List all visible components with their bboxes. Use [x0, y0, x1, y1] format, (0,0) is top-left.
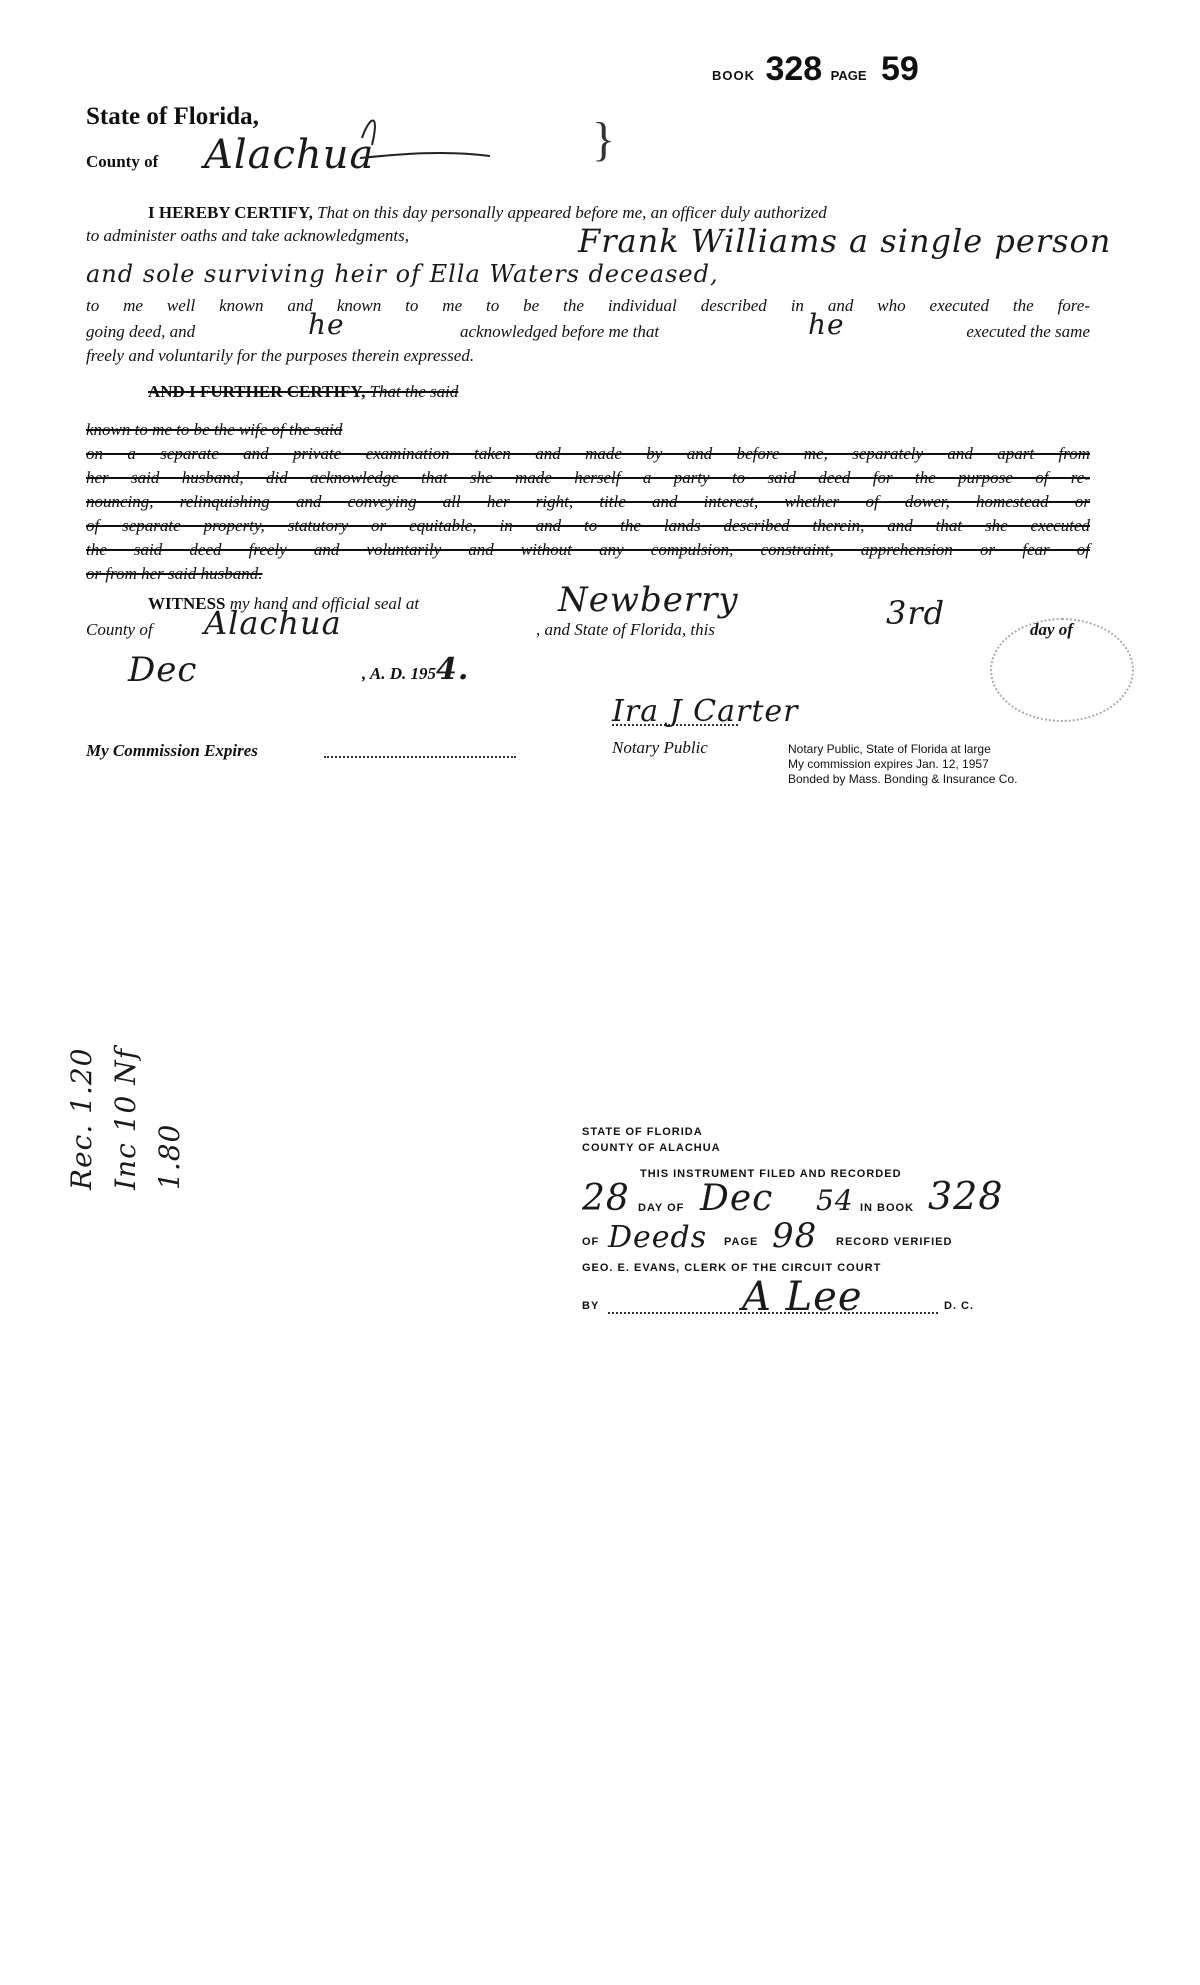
filing-year-hand: 54: [816, 1184, 854, 1217]
certify-text-4b: acknowledged before me that: [460, 322, 660, 341]
pronoun-hand-2: he: [808, 308, 845, 341]
margin-note-line-2: Inc 10 Nf: [109, 1047, 142, 1190]
witness-month-hand: Dec: [128, 650, 198, 690]
notary-signature: Ira J Carter: [612, 694, 799, 729]
book-page-stamp: [712, 50, 919, 89]
notary-public-label: Notary Public: [612, 738, 708, 757]
further-line-2: on a separate and private examination taken and made by and before me, separately and apart from: [86, 444, 1090, 463]
certify-text-4c: executed the same: [966, 322, 1090, 341]
further-line-4: nouncing, relinquishing and conveying all her right, title and interest, whether of dower, homestead or: [86, 492, 1090, 511]
certify-line-1: [148, 203, 827, 223]
notary-seal: [990, 618, 1134, 722]
further-lead-tail: That the said: [369, 382, 459, 401]
filing-clerk-line: GEO. E. EVANS, CLERK OF THE CIRCUIT COURT: [582, 1262, 882, 1274]
certify-text-1: That on this day personally appeared before me, an officer duly authorized: [317, 203, 827, 222]
certify-line-4: [86, 308, 1090, 342]
book-number: 328: [765, 50, 823, 88]
further-lead: AND I FURTHER CERTIFY,: [148, 382, 366, 401]
filing-deputy-hand: A Lee: [742, 1274, 863, 1320]
filing-day-hand: 28: [582, 1178, 630, 1219]
state-heading: State of Florida,: [86, 103, 259, 130]
further-line-1: known to me to be the wife of the said: [86, 420, 343, 439]
margin-note-line-3: 1.80: [153, 1123, 186, 1190]
pronoun-hand-1: he: [308, 308, 345, 341]
witness-day-hand: 3rd: [886, 594, 946, 632]
county-flourish: [350, 110, 500, 170]
page-label: PAGE: [830, 68, 867, 83]
witness-lead: WITNESS: [148, 594, 226, 613]
margin-note: [60, 1048, 192, 1190]
filing-by-line: [582, 1274, 1002, 1322]
certify-lead: I HEREBY CERTIFY,: [148, 203, 313, 222]
filing-records-hand: Deeds: [608, 1220, 708, 1255]
commission-line: [324, 756, 516, 758]
certify-line-5: freely and voluntarily for the purposes therein expressed.: [86, 346, 475, 365]
witness-day-label: day of: [1030, 620, 1073, 639]
further-line-6: the said deed freely and voluntarily and without any compulsion, constraint, apprehension or fear of: [86, 540, 1090, 559]
witness-state-text: , and State of Florida, this: [536, 620, 715, 639]
filing-book-hand: 328: [928, 1174, 1004, 1218]
witness-ad-label: , A. D. 195: [362, 664, 436, 683]
county-handwritten: Alachua: [204, 132, 375, 178]
grantor-name-hand: Frank Williams a single person: [578, 222, 1112, 260]
filing-record-verified: RECORD VERIFIED: [836, 1236, 953, 1248]
filing-stamp-line-2: COUNTY OF ALACHUA: [582, 1142, 721, 1154]
witness-place-hand: Newberry: [558, 580, 739, 620]
filing-stamp-line-5: [582, 1216, 1002, 1256]
brace-mark: }: [592, 113, 616, 166]
page-number: 59: [880, 50, 919, 88]
commission-label: My Commission Expires: [86, 741, 258, 760]
filing-by-label: BY: [582, 1300, 600, 1312]
further-line-3: her said husband, did acknowledge that she made herself a party to said deed for the purpose of re-: [86, 468, 1090, 487]
book-label: BOOK: [712, 68, 755, 83]
margin-note-line-1: Rec. 1.20: [65, 1047, 98, 1190]
filing-in-book: IN BOOK: [860, 1202, 915, 1214]
notary-stamp-line-2: My commission expires Jan. 12, 1957: [788, 757, 989, 771]
certify-line-2: to administer oaths and take acknowledgments,: [86, 226, 409, 245]
witness-ad-text: [362, 652, 469, 687]
filing-stamp-line-3: THIS INSTRUMENT FILED AND RECORDED: [640, 1168, 902, 1180]
filing-page-label: PAGE: [724, 1236, 759, 1248]
witness-text-1: my hand and official seal at: [229, 594, 420, 613]
filing-of-label: OF: [582, 1236, 600, 1248]
further-line-5: of separate property, statutory or equitable, in and to the lands described therein, and that she executed: [86, 516, 1090, 535]
filing-dc-label: D. C.: [944, 1300, 975, 1312]
notary-stamp-line-3: Bonded by Mass. Bonding & Insurance Co.: [788, 772, 1018, 786]
filing-page-hand: 98: [772, 1216, 818, 1256]
notary-stamp-line-1: Notary Public, State of Florida at large: [788, 742, 991, 756]
witness-county-label: County of: [86, 620, 153, 639]
certify-text-4a: going deed, and: [86, 322, 196, 341]
further-line-lead: [148, 382, 458, 402]
witness-county-hand: Alachua: [204, 604, 342, 642]
filing-month-hand: Dec: [700, 1178, 774, 1219]
witness-year-hand: 4.: [436, 652, 470, 687]
filing-stamp-line-1: STATE OF FLORIDA: [582, 1126, 703, 1138]
further-line-7: or from her said husband.: [86, 564, 263, 583]
county-label: County of: [86, 152, 159, 171]
notary-stamp: [788, 742, 1017, 787]
heir-clause-hand: and sole surviving heir of Ella Waters deceased,: [86, 260, 719, 288]
filing-day-label: DAY OF: [638, 1202, 685, 1214]
certify-line-3: to me well known and known to me to be the individual described in and who executed the fore-: [86, 296, 1090, 315]
